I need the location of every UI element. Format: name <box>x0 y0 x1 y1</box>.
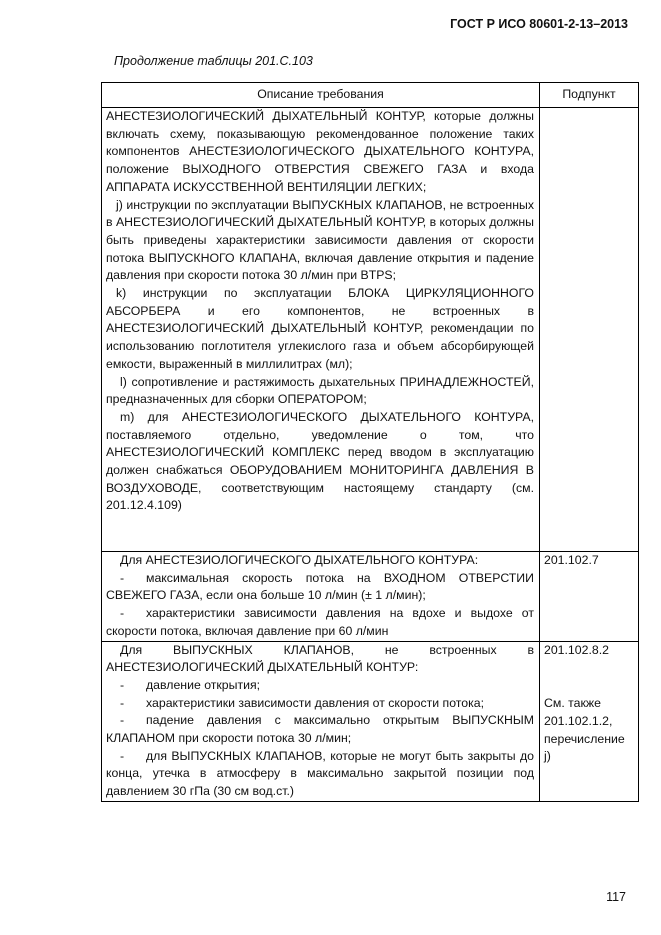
table-row <box>102 552 639 642</box>
requirement-item-m: m) для АНЕСТЕЗИОЛОГИЧЕСКОГО ДЫХАТЕЛЬНОГО КОНТУРА, поставляемого отдельно, уведомление о том, что АНЕСТЕЗИОЛОГИЧЕСКИЙ КОМПЛЕКС перед вводом в эксплуатацию должен снабжаться ОБОРУДОВАНИЕМ МОНИТОРИНГА ДАВЛЕНИЯ В ВОЗДУХОВОДЕ, соответствующим настоящему стандарту (см. 201.12.4.109) <box>106 409 534 513</box>
spacer <box>544 659 634 677</box>
document-header: ГОСТ Р ИСО 80601-2-13–2013 <box>450 17 628 31</box>
subclause-cell <box>540 641 639 801</box>
subclause-ref: 201.102.8.2 <box>544 642 609 657</box>
requirement-paragraph: АНЕСТЕЗИОЛОГИЧЕСКИЙ ДЫХАТЕЛЬНЫЙ КОНТУР, которые должны включать схему, показывающую рекомендованное положение таких компонентов АНЕСТЕЗИОЛОГИЧЕСКОГО ДЫХАТЕЛЬНОГО КОНТУРА, положение ВЫХОДНОГО ОТВЕРСТИЯ СВЕЖЕГО ГАЗА и входа АППАРАТА ИСКУССТВЕННОЙ ВЕНТИЛЯЦИИ ЛЕГКИХ; <box>106 109 534 194</box>
list-marker: - <box>120 677 125 692</box>
column-header-subclause: Подпункт <box>540 83 639 108</box>
list-item <box>106 605 534 640</box>
list-item-text: падение давления с максимально открытым ВЫПУСКНЫМ КЛАПАНОМ при скорости потока 30 л/мин; <box>106 713 534 746</box>
list-item-text: характеристики зависимости давления на вдохе и выдохе от скорости потока, включая давление при 60 л/мин <box>106 606 534 638</box>
column-header-description: Описание требования <box>102 83 540 108</box>
subclause-cell <box>540 108 639 552</box>
table-header-row <box>102 83 639 108</box>
subclause-cell: 201.102.7 <box>540 552 639 642</box>
list-item <box>106 712 534 747</box>
list-item <box>106 570 534 605</box>
list-item <box>106 695 534 713</box>
subclause-see-also: См. также 201.102.1.2, перечисление j) <box>544 696 625 764</box>
list-item-text: давление открытия; <box>146 677 261 692</box>
list-marker: - <box>120 570 125 585</box>
requirement-description-cell <box>102 552 540 642</box>
requirement-item-j: j) инструкции по эксплуатации ВЫПУСКНЫХ КЛАПАНОВ, не встроенных в АНЕСТЕЗИОЛОГИЧЕСКИЙ ДЫХАТЕЛЬНЫЙ КОНТУР, в которых должны быть приведены характеристики зависимости давления от скорости потока ВЫПУСКНОГО КЛАПАНА, включая давление открытия и падение давления при скорости потока 30 л/мин при BTPS; <box>106 197 534 283</box>
requirement-intro: Для ВЫПУСКНЫХ КЛАПАНОВ, не встроенных в АНЕСТЕЗИОЛОГИЧЕСКИЙ ДЫХАТЕЛЬНЫЙ КОНТУР: <box>106 642 534 675</box>
list-item-text: максимальная скорость потока на ВХОДНОМ ОТВЕРСТИИ СВЕЖЕГО ГАЗА, если она больше 10 л/мин (± 1 л/мин); <box>106 570 534 603</box>
table-row <box>102 641 639 801</box>
list-item-text: характеристики зависимости давления от скорости потока; <box>146 695 485 710</box>
list-marker: - <box>120 713 125 728</box>
list-marker: - <box>120 695 125 710</box>
table-continuation-caption: Продолжение таблицы 201.С.103 <box>114 54 313 68</box>
requirements-table <box>101 82 639 802</box>
requirement-item-l: l) сопротивление и растяжимость дыхательных ПРИНАДЛЕЖНОСТЕЙ, предназначенных для сборки ОПЕРАТОРОМ; <box>106 374 534 407</box>
list-item <box>106 748 534 801</box>
list-item-text: для ВЫПУСКНЫХ КЛАПАНОВ, которые не могут быть закрыты до конца, утечка в атмосферу в максимально закрытой позиции под давлением 30 гПа (30 см вод.ст.) <box>106 748 534 799</box>
requirement-item-k: k) инструкции по эксплуатации БЛОКА ЦИРКУЛЯЦИОННОГО АБСОРБЕРА и его компонентов, не встроенных в АНЕСТЕЗИОЛОГИЧЕСКИЙ ДЫХАТЕЛЬНЫЙ КОНТУР, рекомендации по использованию поглотителя углекислого газа и объем абсорбирующей емкости, выраженный в миллилитрах (мл); <box>106 286 534 371</box>
list-marker: - <box>120 748 125 763</box>
requirement-description-cell <box>102 108 540 552</box>
list-item <box>106 677 534 695</box>
table-row <box>102 108 639 552</box>
requirement-description-cell <box>102 641 540 801</box>
page-number: 117 <box>606 890 626 904</box>
list-marker: - <box>120 606 125 621</box>
requirement-intro: Для АНЕСТЕЗИОЛОГИЧЕСКОГО ДЫХАТЕЛЬНОГО КОНТУРА: <box>120 553 479 567</box>
spacer <box>544 677 634 695</box>
